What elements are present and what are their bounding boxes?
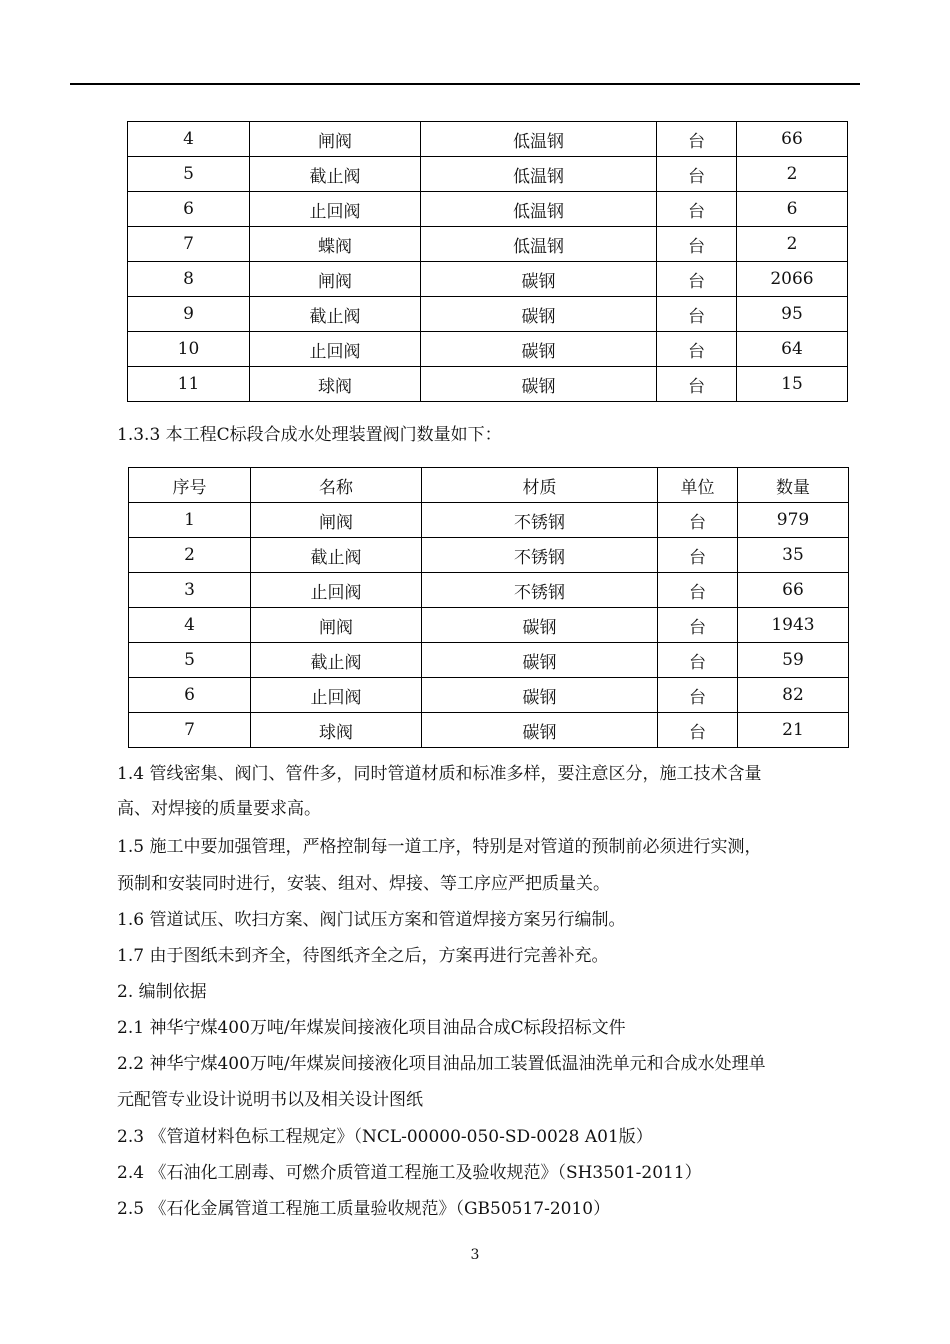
cell-qty: 59 [738, 643, 849, 678]
cell-unit: 台 [657, 227, 737, 262]
table-row [129, 538, 849, 573]
cell-unit: 台 [658, 713, 738, 748]
table-row [128, 332, 848, 367]
cell-material: 低温钢 [421, 227, 657, 262]
cell-qty: 82 [738, 678, 849, 713]
table-row [128, 227, 848, 262]
cell-name: 截止阀 [250, 157, 421, 192]
header-name: 名称 [251, 468, 422, 503]
reference-2-5: 2.5 《石化金属管道工程施工质量验收规范》（GB50517-2010） [117, 1199, 611, 1219]
cell-name: 止回阀 [251, 573, 422, 608]
cell-material: 不锈钢 [422, 573, 658, 608]
cell-seq: 5 [129, 643, 251, 678]
cell-unit: 台 [657, 262, 737, 297]
cell-qty: 64 [737, 332, 848, 367]
cell-seq: 7 [129, 713, 251, 748]
cell-material: 低温钢 [421, 157, 657, 192]
valve-table-c [128, 467, 849, 748]
cell-seq: 5 [128, 157, 250, 192]
cell-name: 止回阀 [250, 332, 421, 367]
cell-material: 碳钢 [421, 332, 657, 367]
cell-material: 碳钢 [422, 608, 658, 643]
cell-seq: 4 [129, 608, 251, 643]
cell-seq: 1 [129, 503, 251, 538]
cell-qty: 66 [737, 122, 848, 157]
table-row [128, 367, 848, 402]
paragraph-1-4: 1.4 管线密集、阀门、管件多，同时管道材质和标准多样，要注意区分，施工技术含量 [117, 764, 762, 784]
table-header-row [129, 468, 849, 503]
cell-name: 闸阀 [250, 262, 421, 297]
paragraph-1-7: 1.7 由于图纸未到齐全，待图纸齐全之后，方案再进行完善补充。 [117, 946, 609, 966]
cell-unit: 台 [658, 573, 738, 608]
cell-unit: 台 [658, 678, 738, 713]
table-row [128, 297, 848, 332]
cell-name: 球阀 [250, 367, 421, 402]
cell-material: 低温钢 [421, 192, 657, 227]
paragraph-1-4-cont: 高、对焊接的质量要求高。 [117, 799, 321, 819]
cell-seq: 7 [128, 227, 250, 262]
cell-name: 闸阀 [250, 122, 421, 157]
table-row [128, 262, 848, 297]
table-row [129, 643, 849, 678]
cell-seq: 11 [128, 367, 250, 402]
cell-unit: 台 [657, 192, 737, 227]
cell-seq: 10 [128, 332, 250, 367]
cell-material: 碳钢 [422, 678, 658, 713]
table-row [129, 678, 849, 713]
table-row [128, 122, 848, 157]
cell-unit: 台 [657, 122, 737, 157]
cell-name: 蝶阀 [250, 227, 421, 262]
cell-name: 闸阀 [251, 503, 422, 538]
header-rule [70, 83, 860, 85]
cell-name: 截止阀 [250, 297, 421, 332]
table-row [128, 157, 848, 192]
cell-qty: 2 [737, 227, 848, 262]
cell-name: 止回阀 [250, 192, 421, 227]
cell-unit: 台 [658, 503, 738, 538]
cell-qty: 2066 [737, 262, 848, 297]
header-material: 材质 [422, 468, 658, 503]
cell-material: 碳钢 [421, 367, 657, 402]
cell-qty: 95 [737, 297, 848, 332]
cell-name: 闸阀 [251, 608, 422, 643]
paragraph-1-6: 1.6 管道试压、吹扫方案、阀门试压方案和管道焊接方案另行编制。 [117, 910, 626, 930]
reference-2-3: 2.3 《管道材料色标工程规定》（NCL-00000-050-SD-0028 A01版） [117, 1127, 653, 1147]
table-row [129, 713, 849, 748]
cell-seq: 9 [128, 297, 250, 332]
table-row [129, 503, 849, 538]
reference-2-1: 2.1 神华宁煤400万吨/年煤炭间接液化项目油品合成C标段招标文件 [117, 1018, 626, 1038]
cell-qty: 21 [738, 713, 849, 748]
cell-unit: 台 [658, 608, 738, 643]
reference-2-4: 2.4 《石油化工剧毒、可燃介质管道工程施工及验收规范》（SH3501-2011） [117, 1163, 702, 1183]
cell-material: 碳钢 [421, 262, 657, 297]
cell-name: 截止阀 [251, 643, 422, 678]
cell-name: 止回阀 [251, 678, 422, 713]
cell-qty: 2 [737, 157, 848, 192]
cell-name: 截止阀 [251, 538, 422, 573]
cell-unit: 台 [657, 157, 737, 192]
paragraph-1-5: 1.5 施工中要加强管理，严格控制每一道工序，特别是对管道的预制前必须进行实测， [117, 837, 762, 857]
reference-2-2: 2.2 神华宁煤400万吨/年煤炭间接液化项目油品加工装置低温油洗单元和合成水处理单 [117, 1054, 766, 1074]
cell-seq: 8 [128, 262, 250, 297]
section-heading-1-3-3: 1.3.3 本工程C标段合成水处理装置阀门数量如下： [117, 425, 502, 445]
cell-qty: 35 [738, 538, 849, 573]
cell-seq: 2 [129, 538, 251, 573]
cell-seq: 4 [128, 122, 250, 157]
header-qty: 数量 [738, 468, 849, 503]
cell-material: 碳钢 [422, 713, 658, 748]
cell-material: 碳钢 [422, 643, 658, 678]
cell-material: 碳钢 [421, 297, 657, 332]
cell-qty: 66 [738, 573, 849, 608]
cell-seq: 6 [129, 678, 251, 713]
cell-material: 不锈钢 [422, 503, 658, 538]
cell-qty: 979 [738, 503, 849, 538]
cell-material: 低温钢 [421, 122, 657, 157]
section-heading-2: 2. 编制依据 [117, 982, 207, 1002]
reference-2-2-cont: 元配管专业设计说明书以及相关设计图纸 [117, 1090, 423, 1110]
header-unit: 单位 [658, 468, 738, 503]
cell-material: 不锈钢 [422, 538, 658, 573]
paragraph-1-5-cont: 预制和安装同时进行，安装、组对、焊接、等工序应严把质量关。 [117, 874, 610, 894]
table-row [129, 608, 849, 643]
header-seq: 序号 [129, 468, 251, 503]
page-number: 3 [470, 1247, 480, 1263]
cell-unit: 台 [658, 538, 738, 573]
table-row [128, 192, 848, 227]
table-row [129, 573, 849, 608]
valve-table-b [127, 121, 848, 402]
cell-qty: 6 [737, 192, 848, 227]
cell-unit: 台 [658, 643, 738, 678]
cell-qty: 15 [737, 367, 848, 402]
cell-seq: 3 [129, 573, 251, 608]
cell-unit: 台 [657, 297, 737, 332]
cell-name: 球阀 [251, 713, 422, 748]
cell-qty: 1943 [738, 608, 849, 643]
cell-seq: 6 [128, 192, 250, 227]
cell-unit: 台 [657, 367, 737, 402]
cell-unit: 台 [657, 332, 737, 367]
